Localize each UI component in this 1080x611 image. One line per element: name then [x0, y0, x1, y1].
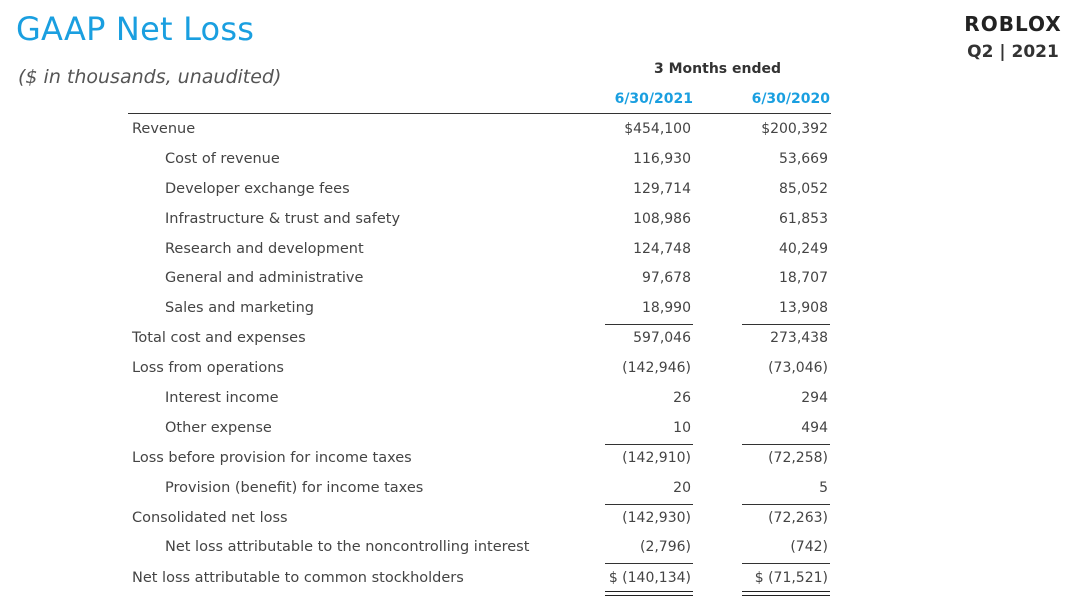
- value-2020: (73,046): [768, 360, 828, 377]
- subtotal-rule: [742, 504, 830, 505]
- value-2021: (142,946): [622, 360, 691, 377]
- value-2020: 40,249: [779, 240, 828, 257]
- page-subtitle: ($ in thousands, unaudited): [18, 66, 282, 88]
- income-statement-table: [0, 115, 1080, 598]
- row-label: Sales and marketing: [165, 300, 314, 317]
- total-double-rule: [742, 591, 830, 596]
- value-2021: 97,678: [642, 270, 691, 287]
- column-header-2021: 6/30/2021: [614, 91, 693, 107]
- table-row: [0, 563, 1080, 598]
- value-2020: 53,669: [779, 150, 828, 167]
- row-label: Net loss attributable to the noncontrolling interest: [165, 539, 530, 556]
- value-2020: (72,263): [768, 509, 828, 526]
- value-2020: 13,908: [779, 300, 828, 317]
- value-2020: (742): [790, 539, 828, 556]
- value-2021: 26: [673, 390, 691, 407]
- value-2020: $200,392: [761, 121, 828, 137]
- brand-period: Q2 | 2021: [967, 42, 1059, 62]
- period-header: 3 Months ended: [654, 61, 781, 77]
- value-2021: 10: [673, 419, 691, 436]
- row-label: Developer exchange fees: [165, 180, 350, 197]
- table-row: [0, 533, 1080, 563]
- value-2020: 18,707: [779, 270, 828, 287]
- value-2020: $ (71,521): [754, 570, 828, 587]
- roblox-logo: ROBLOX: [964, 12, 1062, 36]
- page-title: GAAP Net Loss: [16, 10, 255, 48]
- table-row: [0, 504, 1080, 534]
- row-label: Interest income: [165, 390, 279, 407]
- value-2020: (72,258): [768, 449, 828, 466]
- row-label: Revenue: [132, 121, 196, 137]
- subtotal-rule: [605, 324, 693, 325]
- brand-block: [954, 12, 1072, 62]
- value-2021: 124,748: [633, 240, 691, 257]
- table-row: [0, 235, 1080, 265]
- value-2021: 108,986: [633, 210, 691, 227]
- column-header-2020: 6/30/2020: [751, 91, 830, 107]
- table-row: [0, 205, 1080, 235]
- table-row: [0, 324, 1080, 354]
- value-2021: (2,796): [639, 539, 691, 556]
- row-label: Cost of revenue: [165, 150, 280, 167]
- table-row: [0, 175, 1080, 205]
- table-row: [0, 414, 1080, 444]
- table-row: [0, 444, 1080, 474]
- subtotal-rule: [742, 444, 830, 445]
- value-2020: 5: [819, 479, 828, 496]
- value-2021: (142,910): [622, 449, 691, 466]
- table-row: [0, 384, 1080, 414]
- subtotal-rule: [742, 324, 830, 325]
- row-label: General and administrative: [165, 270, 364, 287]
- value-2020: 273,438: [770, 330, 828, 347]
- value-2020: 85,052: [779, 180, 828, 197]
- subtotal-rule: [742, 563, 830, 564]
- subtotal-rule: [605, 444, 693, 445]
- value-2021: 20: [673, 479, 691, 496]
- row-label: Other expense: [165, 419, 272, 436]
- row-label: Total cost and expenses: [132, 330, 306, 347]
- value-2021: 116,930: [633, 150, 691, 167]
- table-row: [0, 294, 1080, 324]
- header-rule: [128, 113, 831, 114]
- value-2020: 294: [801, 390, 828, 407]
- value-2021: 18,990: [642, 300, 691, 317]
- table-row: [0, 264, 1080, 294]
- row-label: Loss before provision for income taxes: [132, 449, 412, 466]
- value-2021: 129,714: [633, 180, 691, 197]
- table-row: [0, 474, 1080, 504]
- subtotal-rule: [605, 504, 693, 505]
- value-2021: (142,930): [622, 509, 691, 526]
- row-label: Research and development: [165, 240, 364, 257]
- total-double-rule: [605, 591, 693, 596]
- value-2021: $454,100: [624, 121, 691, 137]
- subtotal-rule: [605, 563, 693, 564]
- row-label: Loss from operations: [132, 360, 284, 377]
- value-2021: $ (140,134): [608, 570, 691, 587]
- table-row: [0, 115, 1080, 145]
- value-2020: 494: [801, 419, 828, 436]
- value-2020: 61,853: [779, 210, 828, 227]
- value-2021: 597,046: [633, 330, 691, 347]
- row-label: Net loss attributable to common stockholders: [132, 570, 464, 587]
- table-row: [0, 145, 1080, 175]
- row-label: Infrastructure & trust and safety: [165, 210, 401, 227]
- row-label: Provision (benefit) for income taxes: [165, 479, 424, 496]
- table-row: [0, 354, 1080, 384]
- row-label: Consolidated net loss: [132, 509, 288, 526]
